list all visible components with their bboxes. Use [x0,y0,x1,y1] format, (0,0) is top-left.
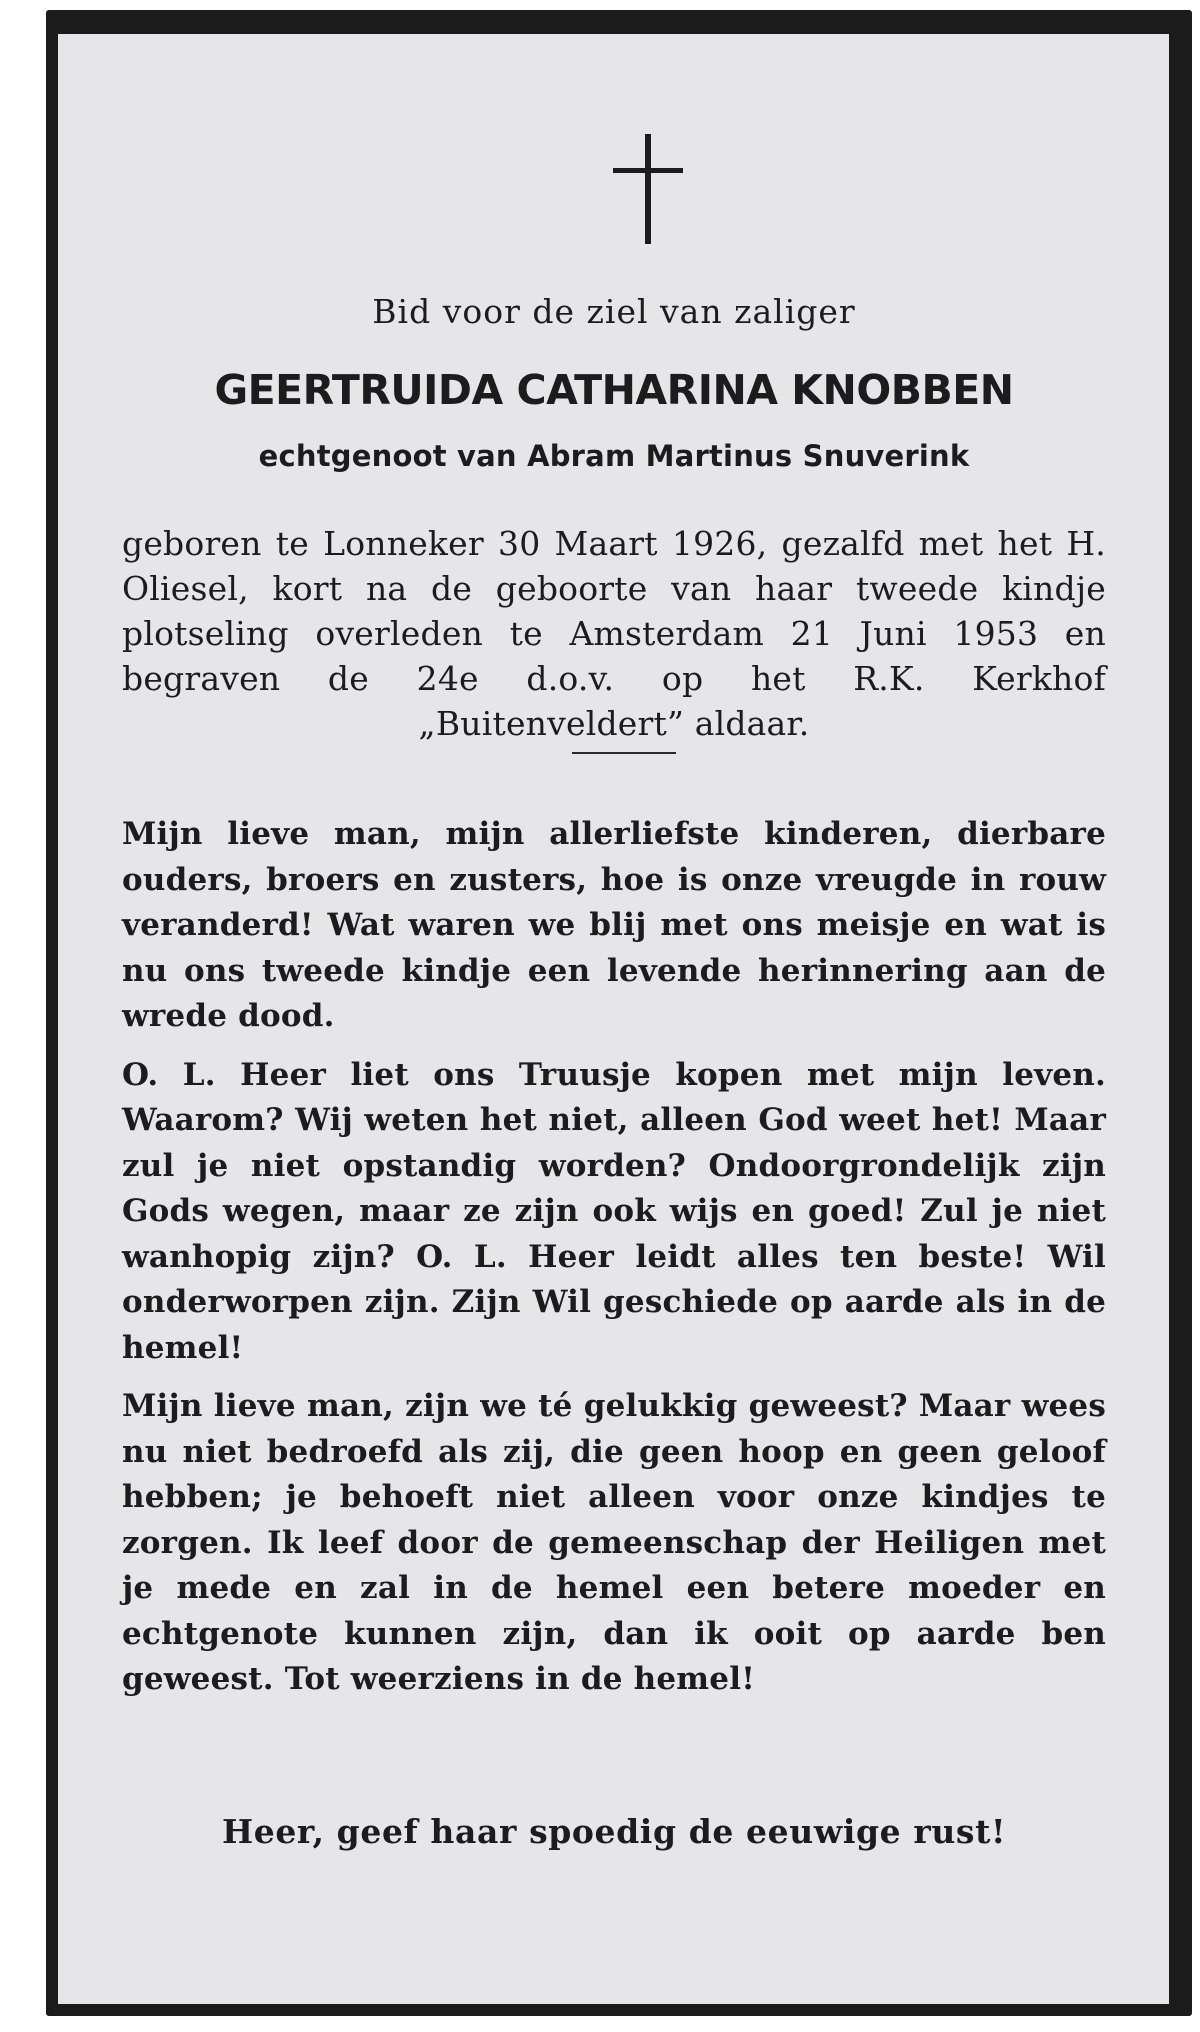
mourning-card-frame [46,10,1192,2016]
prayer-paragraph: Mijn lieve man, zijn we té gelukkig geweest? Maar wees nu niet bedroefd als zij, die geen hoop en geen geloof hebben; je behoeft niet alleen voor onze kindjes te zorgen. Ik leef door de gemeenschap der Heiligen met je mede en zal in de hemel een betere moeder en echtgenote kunnen zijn, dan ik ooit op aarde ben geweest. Tot weerziens in de hemel! [122,1388,1106,1697]
mourning-card [58,34,1169,2004]
spouse-line: echtgenoot van Abram Martinus Snuverink [258,439,970,473]
cross-icon [613,134,683,244]
biography-text: geboren te Lonneker 30 Maart 1926, gezalfd met het H. Oliesel, kort na de geboorte van haar tweede kindje plotseling overleden te Amsterdam 21 Juni 1953 en begraven de 24e d.o.v. op het R.K. Kerkhof „Buitenveldert” aldaar. [122,524,1106,743]
prayer-paragraph: Mijn lieve man, mijn allerliefste kinderen, dierbare ouders, broers en zusters, hoe is onze vreugde in rouw veranderd! Wat waren we blij met ons meisje en wat is nu ons tweede kindje een levende herinnering aan de wrede dood. [122,816,1106,1034]
prayer-paragraph: O. L. Heer liet ons Truusje kopen met mijn leven. Waarom? Wij weten het niet, alleen God weet het! Maar zul je niet opstandig worden? Ondoorgrondelijk zijn Gods wegen, maar ze zijn ook wijs en goed! Zul je niet wanhopig zijn? O. L. Heer leidt alles ten beste! Wil onderworpen zijn. Zijn Wil geschiede op aarde als in de hemel! [122,1056,1106,1366]
intro-line: Bid voor de ziel van zaliger [372,292,856,331]
closing-prayer: Heer, geef haar spoedig de eeuwige rust! [221,1812,1007,1851]
prayer-text [122,812,1106,1716]
divider-line [572,752,676,754]
deceased-name: GEERTRUIDA CATHARINA KNOBBEN [214,366,1014,414]
